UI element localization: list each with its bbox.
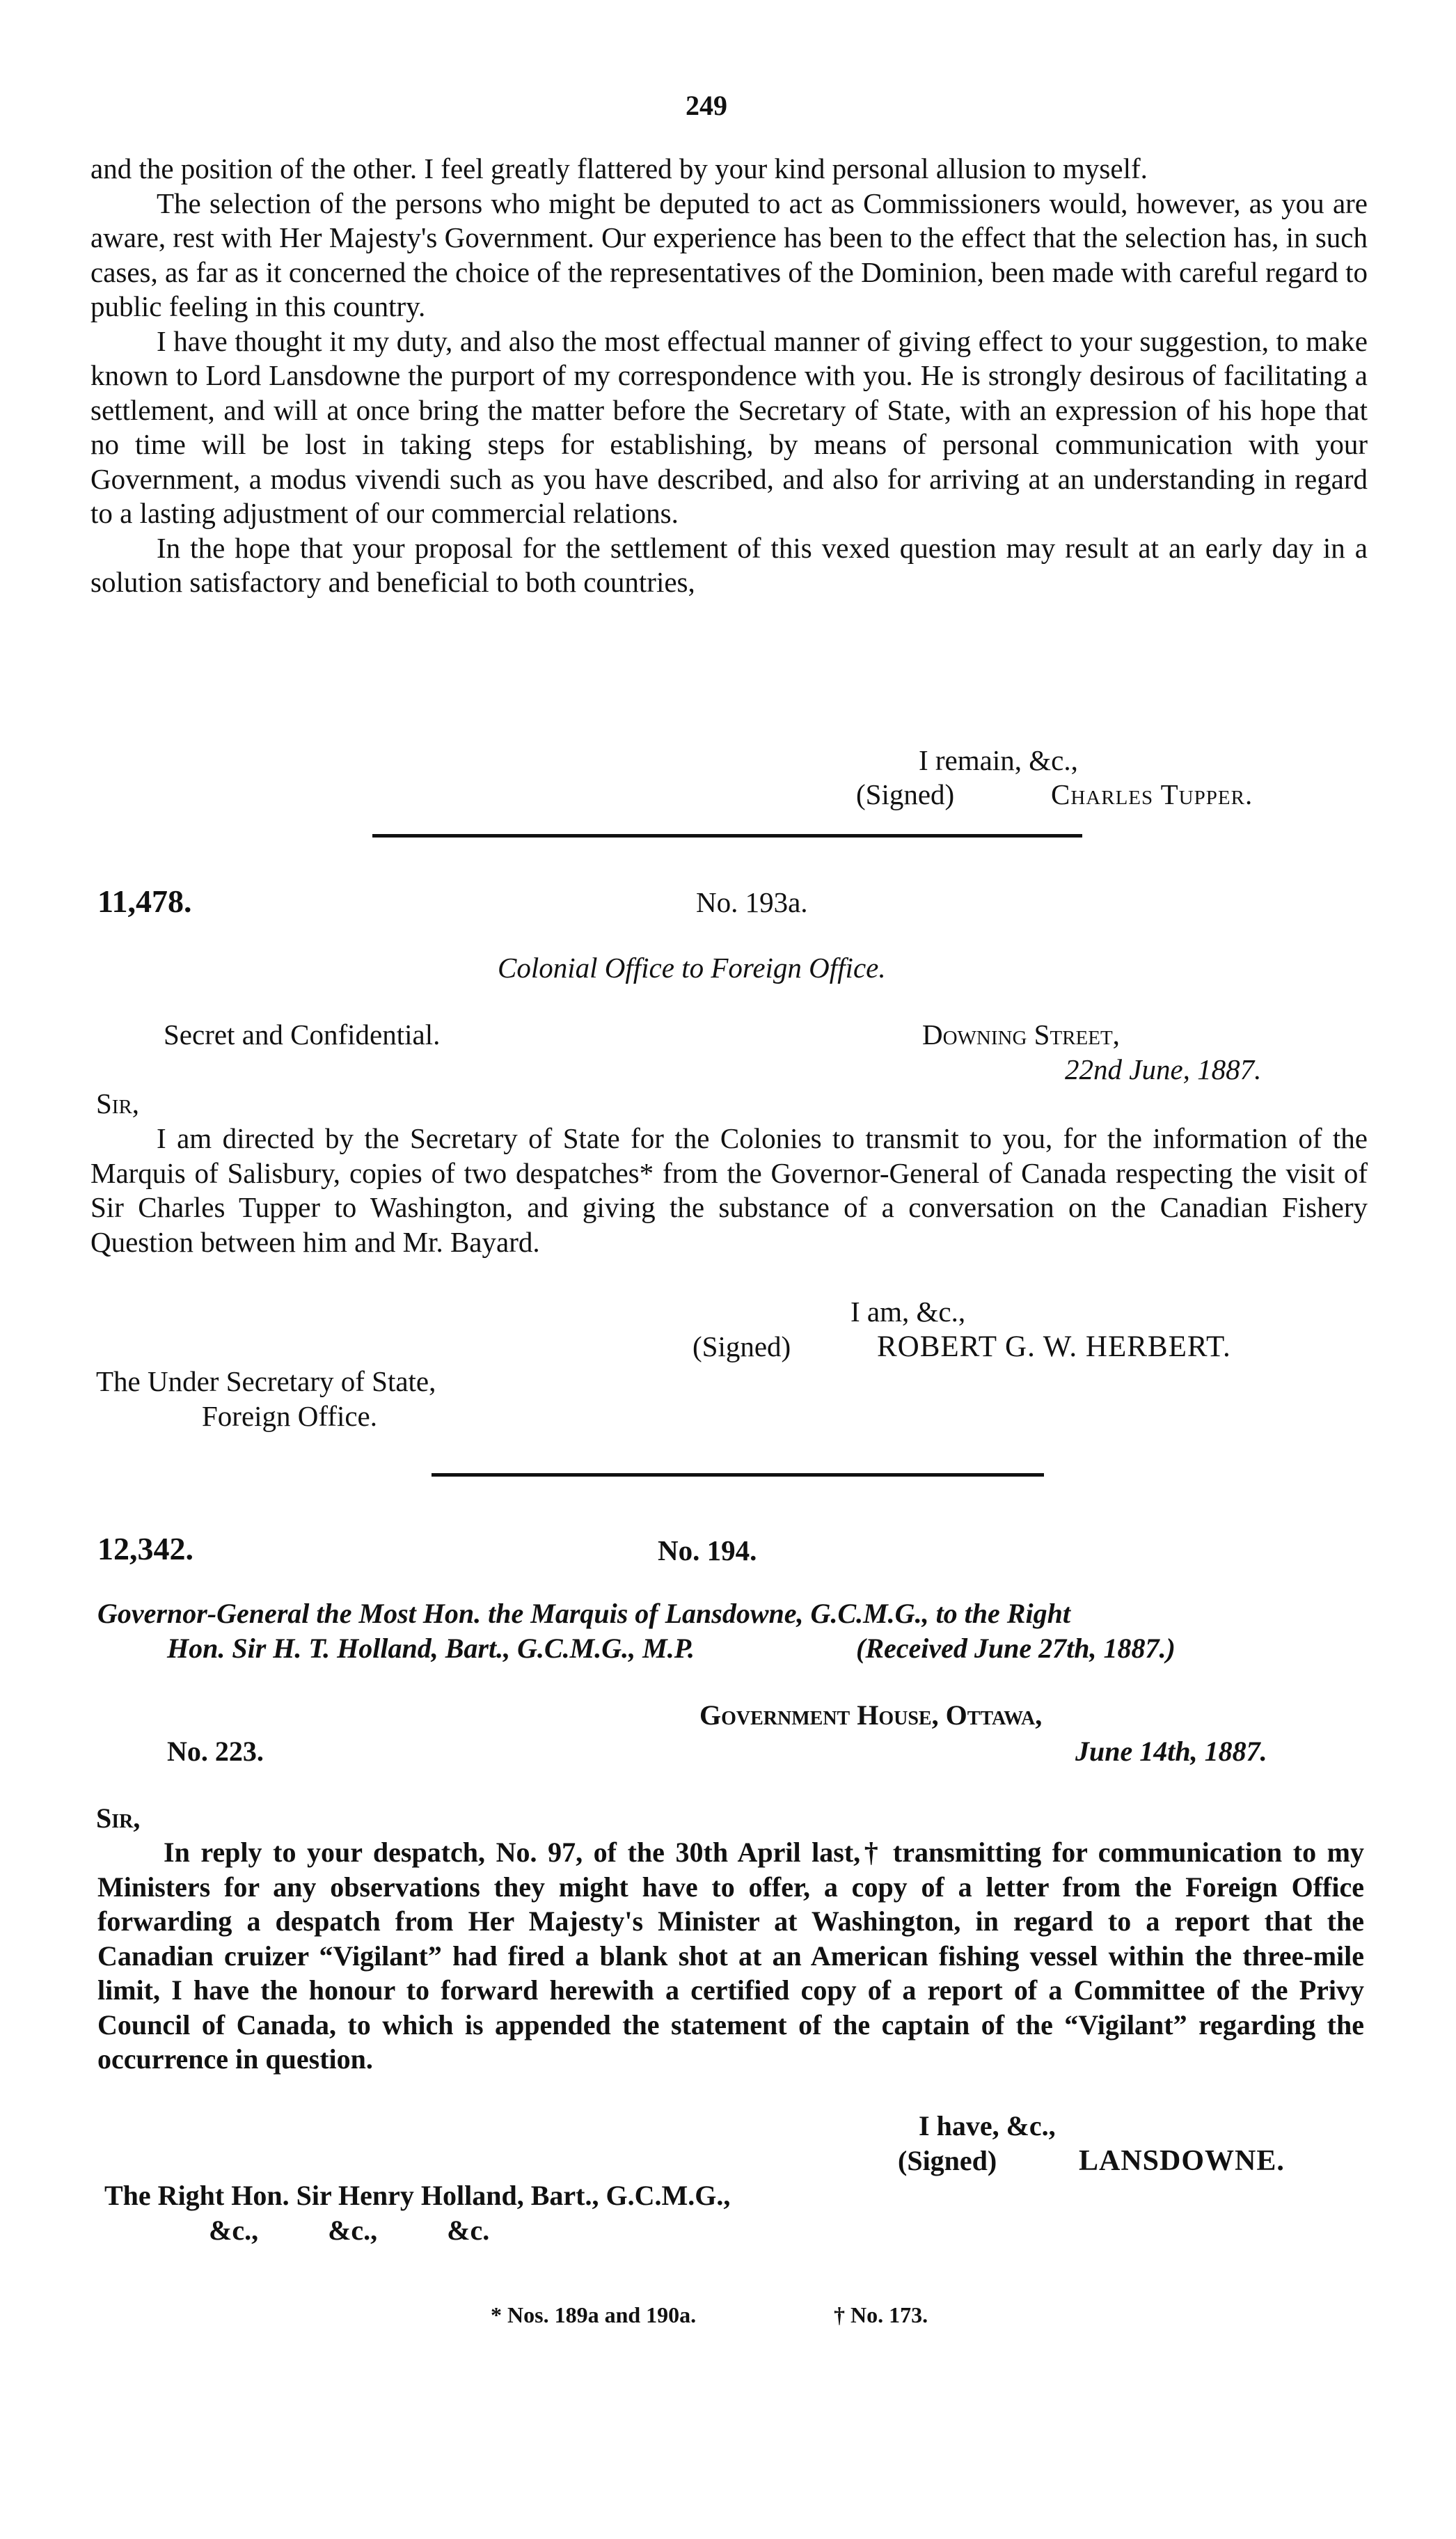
section-divider — [432, 1473, 1044, 1477]
section2-addressee-line1: The Under Secretary of State, — [96, 1365, 436, 1397]
section3-date: June 14th, 1887. — [1075, 1736, 1267, 1767]
section2-date: 22nd June, 1887. — [1065, 1053, 1262, 1085]
section1-paragraph: The selection of the persons who might be deputed to act as Commissioners would, however, as you are aware, rest with Her Majesty's Government. Our experience has been to the effect that the selection has, in such cases, as far as it concerned the choice of the representatives of the Dominion, been made with careful regard to public feeling in this country. — [90, 187, 1368, 322]
section2-body — [90, 1122, 1368, 1259]
footnote-1: * Nos. 189a and 190a. — [491, 2302, 697, 2327]
section1-signed-label: (Signed) — [856, 778, 955, 810]
section1-paragraph: and the position of the other. I feel greatly flattered by your kind personal allusion to myself. — [90, 152, 1148, 184]
section3-salutation: Sir, — [96, 1802, 141, 1834]
section2-paragraph: I am directed by the Secretary of State for the Colonies to transmit to you, for the information of the Marquis of Salisbury, copies of two despatches* from the Governor-General of Canada respecting the visit of Sir Charles Tupper to Washington, and giving the substance of a conversation on the Canadian Fishery Question between him and Mr. Bayard. — [90, 1122, 1368, 1258]
section3-title-line1: Governor-General the Most Hon. the Marquis of Lansdowne, G.C.M.G., to the Right — [97, 1598, 1070, 1629]
section1-body — [90, 152, 1368, 600]
section1-signature: Charles Tupper. — [1051, 778, 1253, 810]
section-divider — [372, 834, 1082, 838]
section3-signed-label: (Signed) — [898, 2145, 997, 2176]
section3-addressee-line2: &c., &c., &c. — [209, 2215, 490, 2246]
section3-body — [97, 1835, 1364, 2077]
section2-signed-label: (Signed) — [693, 1330, 791, 1362]
section3-location: Government House, Ottawa, — [699, 1699, 1043, 1731]
section3-closing: I have, &c., — [919, 2110, 1056, 2141]
section2-signature: ROBERT G. W. HERBERT. — [877, 1330, 1231, 1363]
section3-signature: LANSDOWNE. — [1079, 2145, 1285, 2177]
section2-salutation: Sir, — [96, 1087, 140, 1119]
section1-paragraph: I have thought it my duty, and also the most effectual manner of giving effect to your suggestion, to make known to Lord Lansdowne the purport of my correspondence with you. He is strongly desirous of facilitating a settlement, and will at once bring the matter before the Secretary of State, with an expression of his hope that no time will be lost in taking steps for establishing, by means of personal communication with your Government, a modus vivendi such as you have described, and also for arriving at an understanding in regard to a lasting adjustment of our commercial relations. — [90, 324, 1368, 529]
section3-addressee-line1: The Right Hon. Sir Henry Holland, Bart., G.C.M.G., — [104, 2180, 731, 2211]
section3-title-line2: Hon. Sir H. T. Holland, Bart., G.C.M.G., M.P. — [167, 1633, 695, 1664]
section2-title: Colonial Office to Foreign Office. — [498, 952, 886, 984]
footnote-2: † No. 173. — [834, 2302, 928, 2327]
section1-paragraph: In the hope that your proposal for the settlement of this vexed question may result at an early day in a solution satisfactory and beneficial to both countries, — [90, 531, 1368, 598]
section3-number: No. 194. — [658, 1534, 757, 1566]
section1-closing: I remain, &c., — [919, 744, 1078, 776]
section2-closing: I am, &c., — [850, 1296, 966, 1328]
section3-received: (Received June 27th, 1887.) — [856, 1633, 1176, 1664]
section3-despatch-no: No. 223. — [167, 1736, 264, 1767]
section2-number: No. 193a. — [696, 886, 808, 918]
section2-classification: Secret and Confidential. — [164, 1019, 441, 1051]
section3-doc-ref: 12,342. — [97, 1531, 193, 1566]
section2-addressee-line2: Foreign Office. — [202, 1400, 378, 1432]
page-number: 249 — [686, 90, 727, 121]
section2-location: Downing Street, — [922, 1019, 1120, 1051]
section2-doc-ref: 11,478. — [97, 883, 192, 919]
section3-paragraph: In reply to your despatch, No. 97, of the 30th April last,† transmitting for communication to my Ministers for any observations they might have to offer, a copy of a letter from the Foreign Office forwarding a despatch from Her Majesty's Minister at Washington, in regard to a report that the Canadian cruizer “Vigilant” had fired a blank shot at an American fishing vessel within the three-mile limit, I have the honour to forward herewith a certified copy of a report of a Committee of the Privy Council of Canada, to which is appended the statement of the captain of the “Vigilant” regarding the occurrence in question. — [97, 1837, 1364, 2075]
